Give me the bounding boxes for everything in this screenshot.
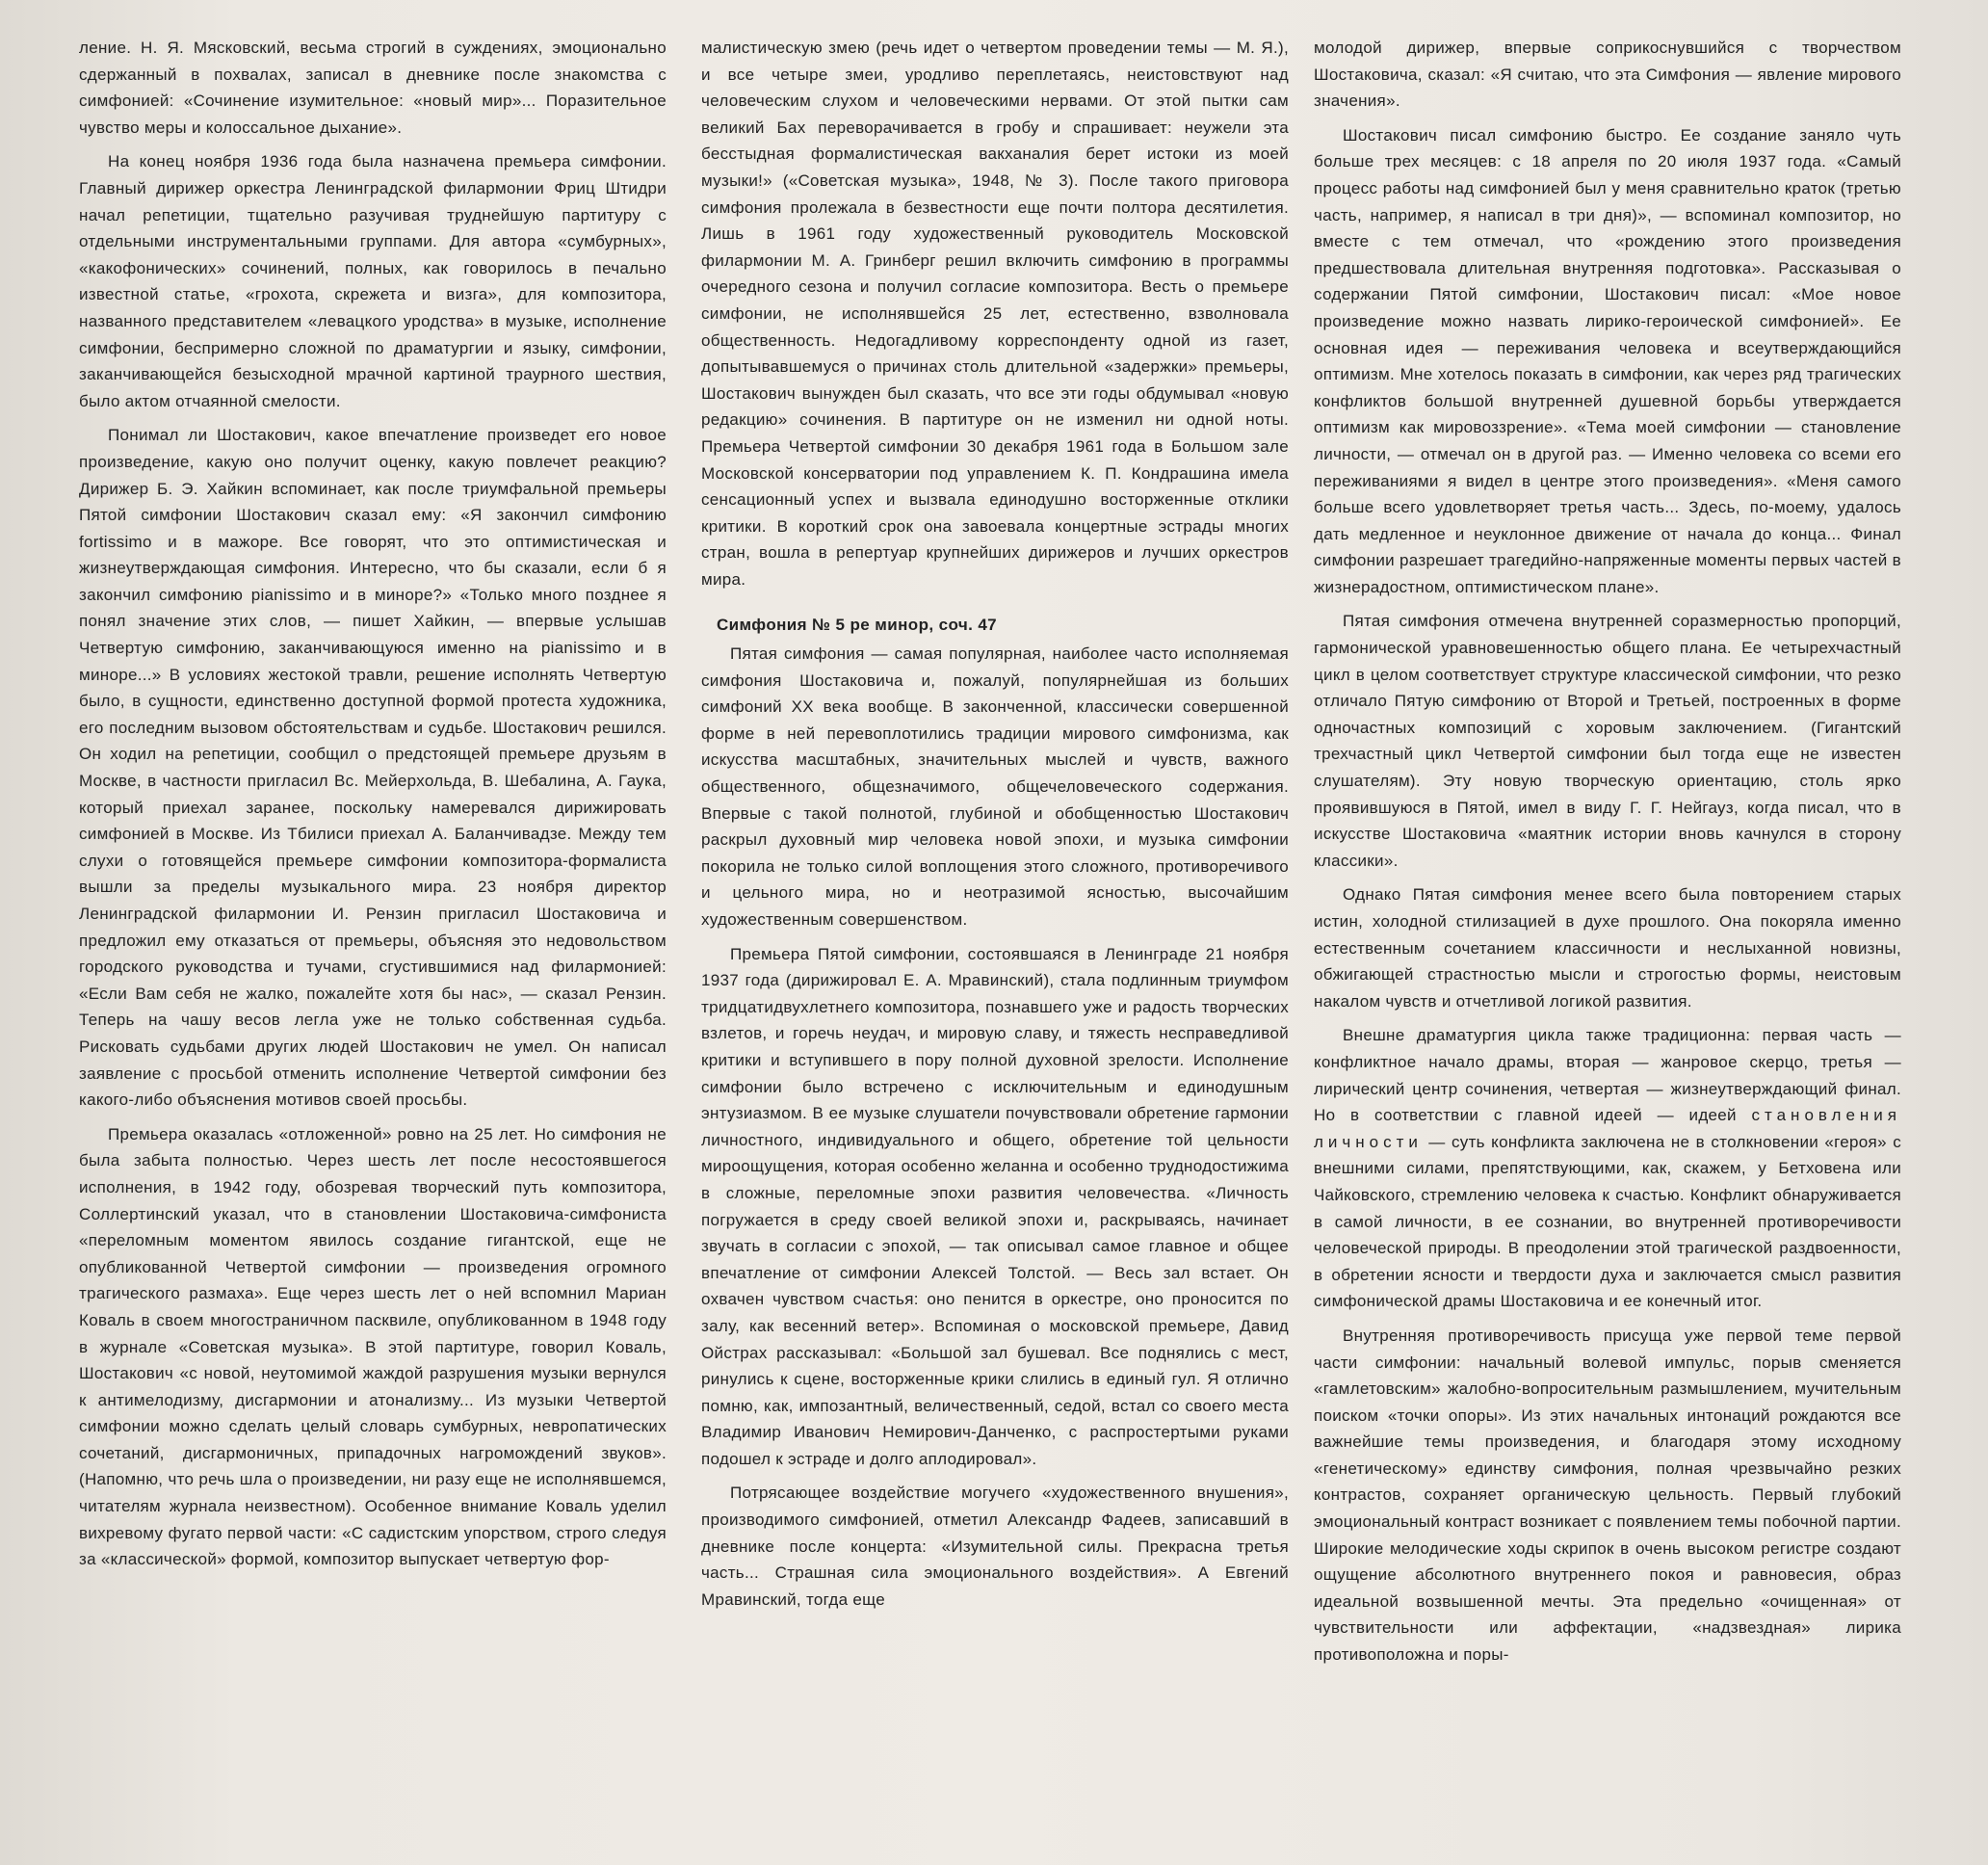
- paragraph: Понимал ли Шостакович, какое впечатление произведет его новое произведение, какую оно получит оценку, какую повлечет реакцию? Дирижер Б. Э. Хайкин вспоминает, как после триумфальной премьеры Пятой симфонии Шостакович сказал ему: «Я закончил симфонию fortissimo и в мажоре. Все говорят, что это оптимистическая и жизнеутверждающая симфония. Интересно, что бы сказали, если б я закончил симфонию pianissimo и в миноре?» «Только много позднее я понял значение этих слов, — пишет Хайкин, — впервые услышав Четвертую симфонию, заканчивающуюся именно на pianissimo и в миноре...» В условиях жестокой травли, решение исполнять Четвертую было, в сущности, единственно доступной формой протеста художника, его последним вызовом обстоятельствам и судьбе. Шостакович решился. Он ходил на репетиции, сообщил о предстоящей премьере друзьям в Москве, в частности пригласил Вс. Мейерхольда, В. Шебалина, А. Гаука, который приехал заранее, поскольку намеревался дирижировать симфонией в Москве. Из Тбилиси приехал А. Баланчивадзе. Между тем слухи о готовящейся премьере симфонии композитора-формалиста вышли за пределы музыкального мира. 23 ноября директор Ленинградской филармонии И. Рензин пригласил Шостаковича и предложил ему отказаться от премьеры, объясняя это недовольством городского руководства и тучами, сгустившимися над филармонией: «Если Вам себя не жалко, пожалейте хотя бы нас», — сказал Рензин. Теперь на чашу весов легла уже не только собственная судьба. Рисковать судьбами других людей Шостакович не умел. Он написал заявление с просьбой отменить исполнение Четвертой симфонии без какого-либо объяснения мотивов своей просьбы.: [79, 426, 667, 1110]
- paragraph: малистическую змею (речь идет о четвертом проведении темы — М. Я.), и все четыре змеи, уродливо переплетаясь, неистовствуют над человеческим слухом и человеческими нервами. От этой пытки сам великий Бах переворачивается в гробу и спрашивает: неужели эта бесстыдная формалистическая вакханалия берет истоки из моей музыки!» («Советская музыка», 1948, № 3). После такого приговора симфония пролежала в безвестности еще почти полтора десятилетия. Лишь в 1961 году художественный руководитель Московской филармонии М. А. Гринберг решил включить симфонию в программы очередного сезона и получил согласие композитора. Весть о премьере симфонии, не исполнявшейся 25 лет, естественно, взволновала общественность. Недогадливому корреспонденту одной из газет, допытывавшемуся о причинах столь длительной «задержки» премьеры, Шостакович вынужден был сказать, что все эти годы обдумывал «новую редакцию» сочинения. В партитуре он не изменил ни одной ноты. Премьера Четвертой симфонии 30 декабря 1961 года в Большом зале Московской консерватории под управлением К. П. Кондрашина имела сенсационный успех и вызвала единодушно восторженные отклики критики. В короткий срок она завоевала концертные эстрады многих стран, вошла в репертуар крупнейших дирижеров и лучших оркестров мира.: [701, 39, 1289, 589]
- paragraph: Премьера Пятой симфонии, состоявшаяся в Ленинграде 21 ноября 1937 года (дирижировал Е. А. Мравинский), стала подлинным триумфом тридцатидвухлетнего композитора, познавшего уже и радость творческих взлетов, и горечь неудач, и мировую славу, и тяжесть несправедливой критики и вступившего в пору полной духовной зрелости. Исполнение симфонии было встречено с исключительным и единодушным энтузиазмом. В ее музыке слушатели почувствовали обретение гармонии личностного, индивидуального и общего, обретение той цельности мироощущения, которая особенно желанна и особенно труднодостижима в сложные, переломные эпохи развития человечества. «Личность погружается в среду своей великой эпохи и, раскрываясь, начинает звучать в согласии с эпохой, — так описывал самое главное и общее впечатление от симфонии Алексей Толстой. — Весь зал встает. Он охвачен чувством счастья: оно пенится в оркестре, оно проносится по залу, как весенний ветер». Вспоминая о московской премьере, Давид Ойстрах рассказывал: «Большой зал бушевал. Все поднялись с мест, ринулись к сцене, восторженные крики слились в единый гул. Я отлично помню, как, импозантный, величественный, седой, встал со своего места Владимир Иванович Немирович-Данченко, с распростертыми руками подошел к эстраде и долго аплодировал».: [701, 944, 1289, 1468]
- paragraph: ление. Н. Я. Мясковский, весьма строгий в суждениях, эмоционально сдержанный в похвалах, записал в дневнике после знакомства с симфонией: «Сочинение изумительное: «новый мир»... Поразительное чувство меры и колоссальное дыхание».: [79, 39, 667, 137]
- text-column-3: [1314, 35, 1901, 1676]
- paragraph: Шостакович писал симфонию быстро. Ее создание заняло чуть больше трех месяцев: с 18 апреля по 20 июля 1937 года. «Самый процесс работы над симфонией был у меня сравнительно краток (третью часть, например, я написал в три дня)», — вспоминал композитор, но вместе с тем отмечал, что «рождению этого произведения предшествовала длительная внутренняя подготовка». Рассказывая о содержании Пятой симфонии, Шостакович писал: «Мое новое произведение можно назвать лирико-героической симфонией». Ее основная идея — переживания человека и всеутверждающийся оптимизм. Мне хотелось показать в симфонии, как через ряд трагических конфликтов большой внутренней душевной борьбы утверждается оптимизм как мировоззрение». «Тема моей симфонии — становление личности, — отмечал он в другой раз. — Именно человека со всеми его переживаниями я видел в центре этого произведения». «Меня самого больше всего удовлетворяет третья часть... Здесь, по-моему, удалось дать медленное и неуклонное движение от начала до конца... Финал симфонии разрешает трагедийно-напряженные моменты первых частей в жизнерадостном, оптимистическом плане».: [1314, 125, 1901, 596]
- paragraph: Премьера оказалась «отложенной» ровно на 25 лет. Но симфония не была забыта полностью. Через шесть лет после несостоявшегося исполнения, в 1942 году, обозревая творческий путь композитора, Соллертинский указал, что в становлении Шостаковича-симфониста «переломным моментом явилось создание гигантской, еще не опубликованной Четвертой симфонии — произведения огромного трагического размаха». Еще через шесть лет о ней вспомнил Мариан Коваль в своем многостраничном пасквиле, опубликованном в 1948 году в журнале «Советская музыка». В этой партитуре, говорил Коваль, Шостакович «с новой, неутомимой жаждой разрушения музыки вернулся к антимелодизму, дисгармонии и атонализму... Из музыки Четвертой симфонии можно сделать целый словарь сумбурных, невропатических сочетаний, дисгармоничных, припадочных нагромождений звуков». (Напомню, что речь шла о произведении, ни разу еще не исполнявшемся, читателям журнала неизвестном). Особенное внимание Коваль уделил вихревому фугато первой части: «С садистским упорством, строго следуя за «классической» формой, композитор выпускает четвертую фор-: [79, 1124, 667, 1569]
- paragraph: Однако Пятая симфония менее всего была повторением старых истин, холодной стилизацией в духе прошлого. Она покоряла именно естественным сочетанием классичности и неслыханной новизны, обжигающей страстностью мысли и строгостью формы, неистовым накалом чувств и отчетливой логикой развития.: [1314, 885, 1901, 1011]
- paragraph: Пятая симфония отмечена внутренней соразмерностью пропорций, гармонической уравновешенностью общего плана. Ее четырехчастный цикл в целом соответствует структуре классической симфонии, что резко отличало Пятую симфонию от Второй и Третьей, построенных в форме одночастных композиций с хоровым заключением. (Гигантский трехчастный цикл Четвертой симфонии был тогда еще не известен слушателям). Эту новую творческую ориентацию, столь ярко проявившуюся в Пятой, имел в виду Г. Г. Нейгауз, когда писал, что в искусстве Шостаковича «маятник истории вновь качнулся в сторону классики».: [1314, 612, 1901, 870]
- paragraph: На конец ноября 1936 года была назначена премьера симфонии. Главный дирижер оркестра Ленинградской филармонии Фриц Штидри начал репетиции, тщательно разучивая труднейшую партитуру с отдельными инструментальными группами. Для автора «сумбурных», «какофонических» сочинений, полных, как говорилось в печально известной статье, «грохота, скрежета и визга», для композитора, названного представителем «левацкого уродства» в музыке, исполнение симфонии, беспримерно сложной по драматургии и языку, симфонии, заканчивающейся безысходной мрачной картиной траурного шествия, было актом отчаянной смелости.: [79, 152, 667, 410]
- paragraph: Потрясающее воздействие могучего «художественного внушения», производимого симфонией, отметил Александр Фадеев, записавший в дневнике после концерта: «Изумительной силы. Прекрасна третья часть... Страшная сила эмоционального воздействия». А Евгений Мравинский, тогда еще: [701, 1484, 1289, 1609]
- paragraph-text: — суть конфликта заключена не в столкновении «героя» с внешними силами, препятствующими, как, скажем, у Бетховена или Чайковского, стремлению человека к счастью. Конфликт обнаруживается в самой личности, в ее сознании, во внутренней противоречивости человеческой природы. В преодолении этой трагической раздвоенности, в обретении ясности и твердости духа и заключается смысл развития симфонической драмы Шостаковича и ее конечный итог.: [1314, 1132, 1901, 1311]
- section-heading: Симфония № 5 ре минор, соч. 47: [717, 616, 998, 635]
- paragraph: Пятая симфония — самая популярная, наиболее часто исполняемая симфония Шостаковича и, пожалуй, популярнейшая из больших симфоний XX века вообще. В законченной, классически совершенной форме в ней перевоплотились традиции мирового симфонизма, как искусства масштабных, значительных мыслей и чувств, важного общественного, общезначимого, общечеловеческого содержания. Впервые с такой полнотой, глубиной и обобщенностью Шостакович раскрыл духовный мир человека новой эпохи, и музыка симфонии покорила не только силой воплощения этого сложного, противоречивого и цельного мира, но и неотразимой ясностью, высочайшим художественным совершенством.: [701, 644, 1289, 929]
- paragraph: молодой дирижер, впервые соприкоснувшийся с творчеством Шостаковича, сказал: «Я считаю, что эта Симфония — явление мирового значения».: [1314, 39, 1901, 111]
- paragraph-text: Внешне драматургия цикла также традиционна: первая часть — конфликтное начало драмы, вторая — жанровое скерцо, третья — лирический центр сочинения, четвертая — жизнеутверждающий финал. Но в соответствии с главной идеей — идеей: [1314, 1026, 1901, 1125]
- spaced-emphasis: становления личности: [1314, 1106, 1901, 1151]
- paragraph: Внутренняя противоречивость присуща уже первой теме первой части симфонии: начальный волевой импульс, порыв сменяется «гамлетовским» жалобно-вопросительным размышлением, мучительным поиском «точки опоры». Из этих начальных интонаций рождаются все важнейшие темы произведения, и благодаря этому исходному «генетическому» единству симфония, полная чрезвычайно резких контрастов, сохраняет органическую цельность. Первый глубокий эмоциональный контраст возникает с появлением темы побочной партии. Широкие мелодические ходы скрипок в очень высоком регистре создают ощущение абсолютного внутреннего покоя и равновесия, образ идеальной возвышенной мечты. Эта предельно «очищенная» от чувствительности или аффектации, «надзвездная» лирика противоположна и поры-: [1314, 1326, 1901, 1665]
- text-column-1: [79, 35, 667, 1581]
- paragraph: [1314, 1022, 1901, 1315]
- text-column-2: [701, 35, 1289, 1620]
